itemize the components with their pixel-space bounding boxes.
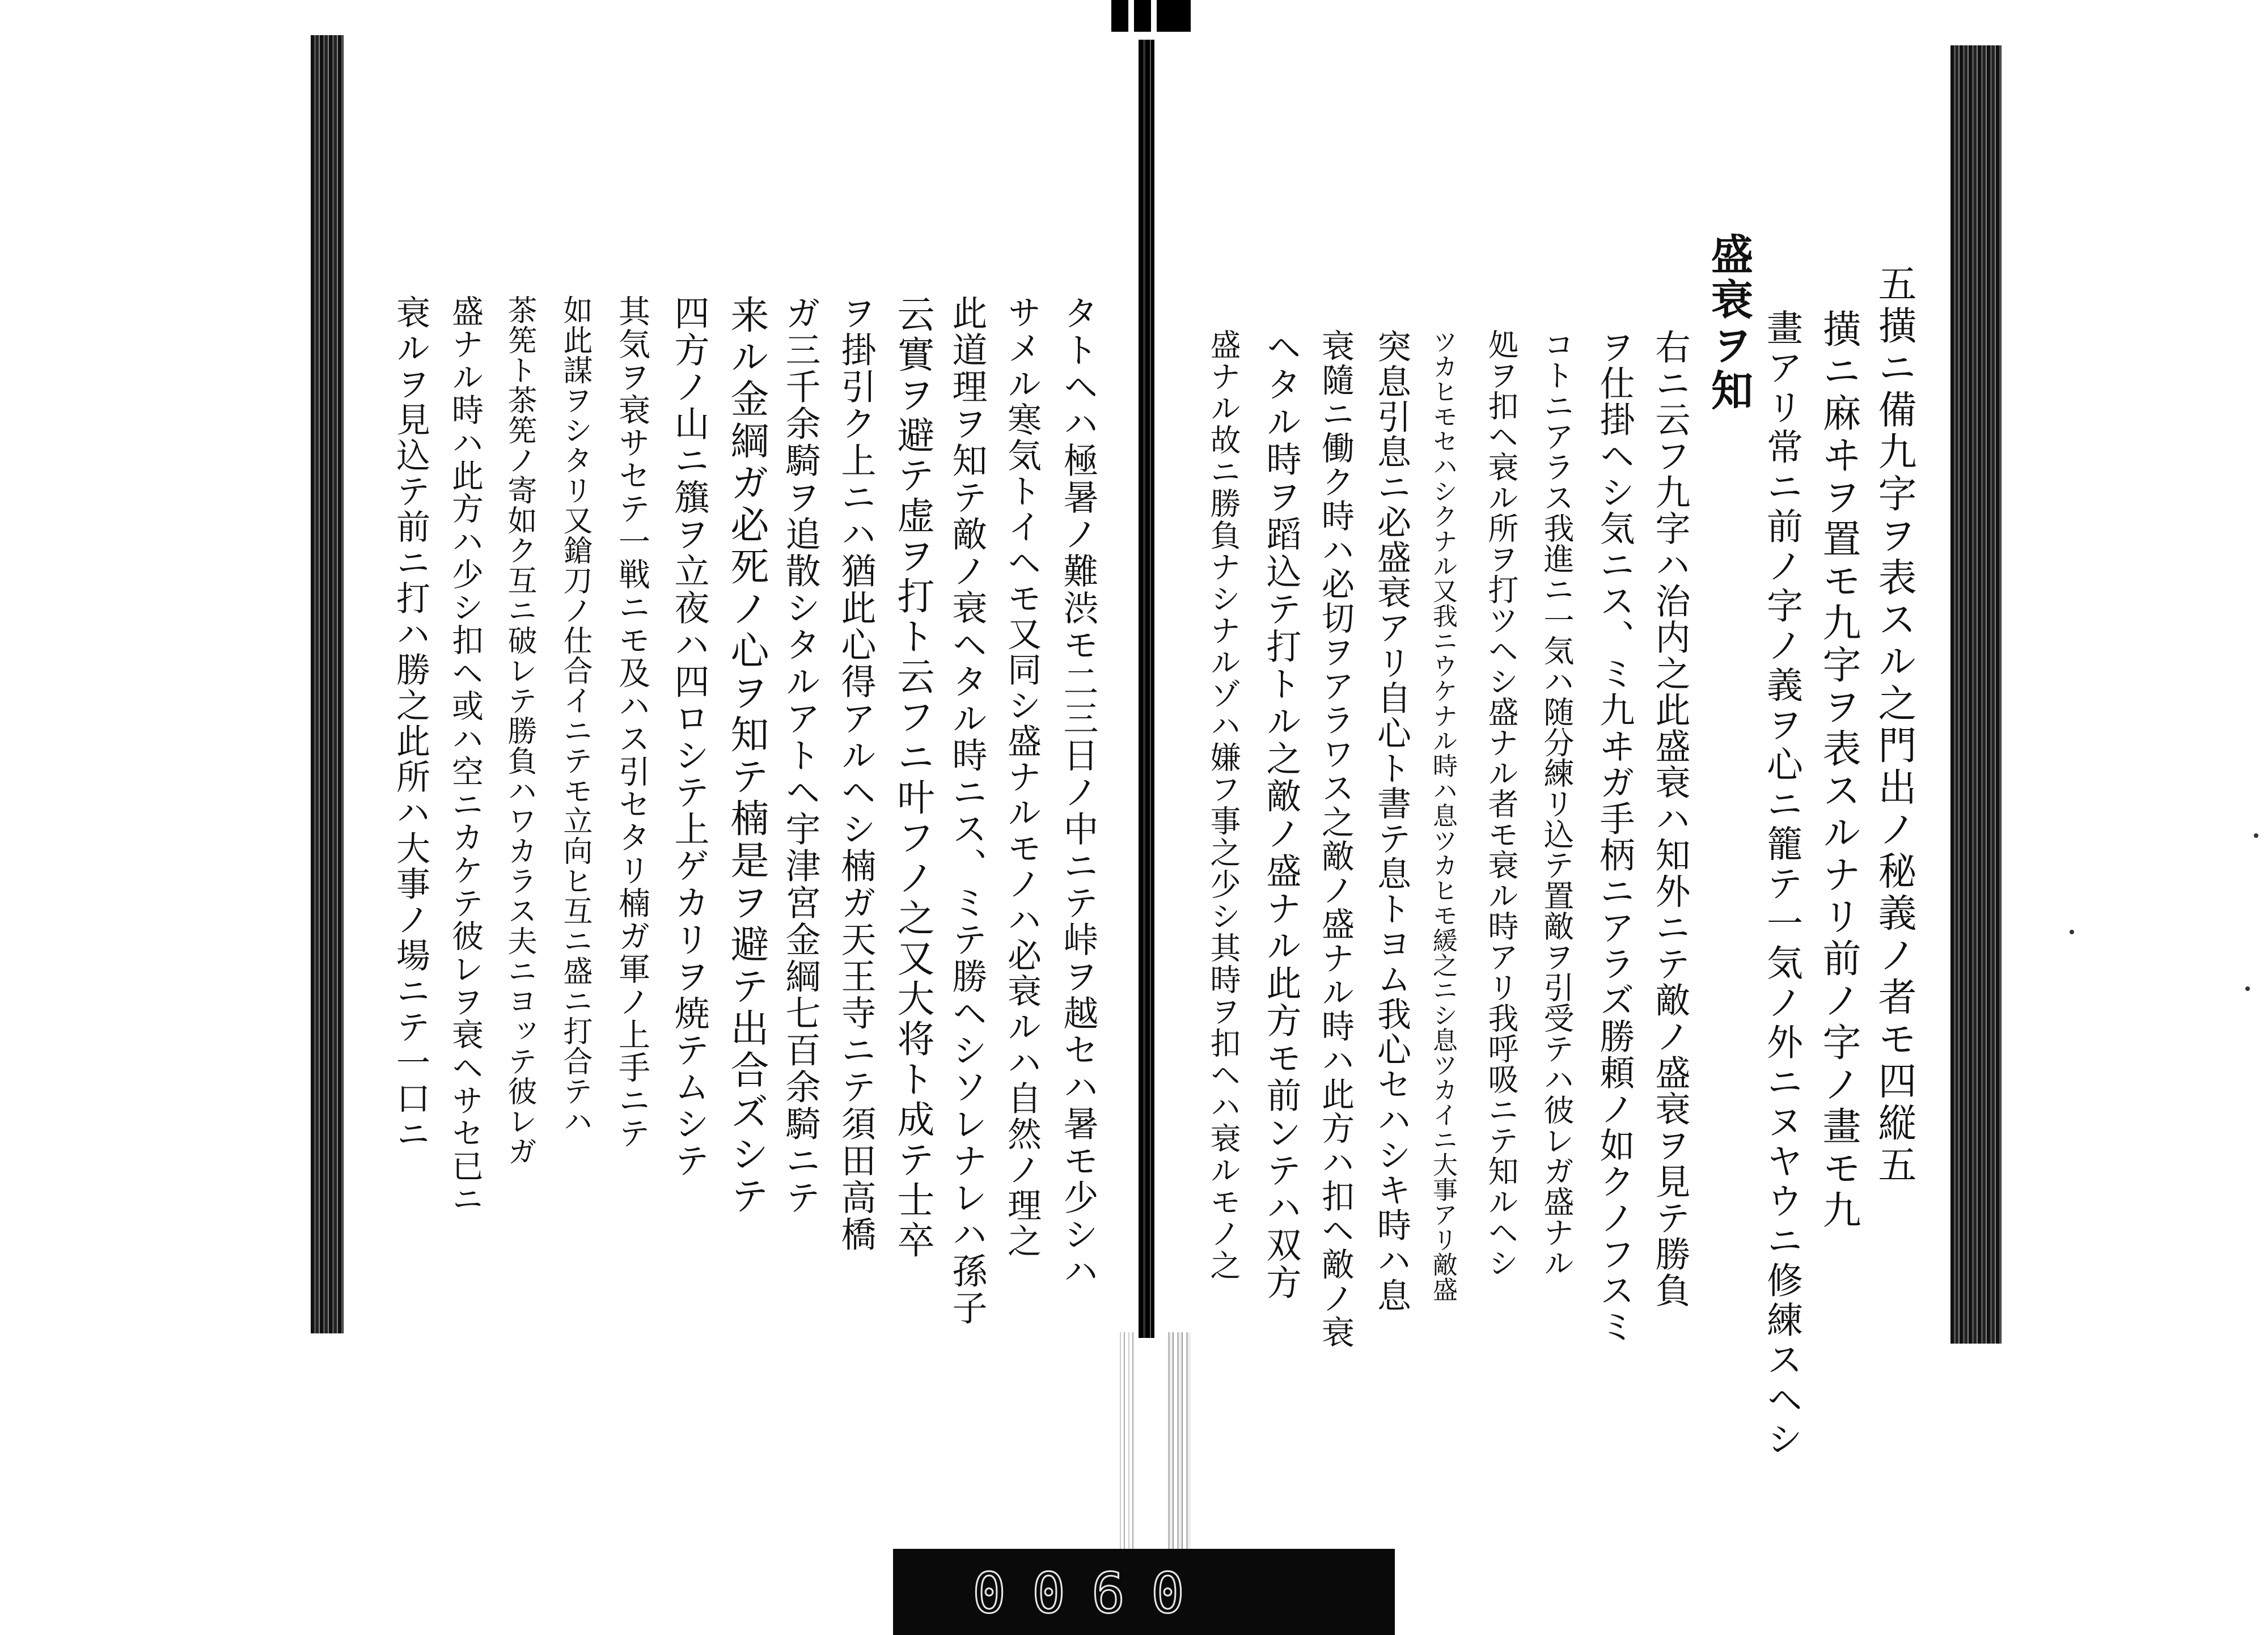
text-column: ヘタル時ヲ蹈込テ打トル之敵ノ盛ナル此方モ前ンテハ双方 bbox=[1260, 329, 1302, 1302]
text-column: ヲ仕掛ヘシ気ニス、ミ九ヰガ手柄ニアラズ勝頼ノ如クノフスミ bbox=[1594, 329, 1635, 1345]
scan-speck bbox=[2070, 930, 2074, 934]
text-column: 処ヲ扣ヘ衰ル所ヲ打ツヘシ盛ナル者モ衰ル時アリ我呼吸ニテ知ルヘシ bbox=[1483, 329, 1519, 1278]
frame-counter bbox=[876, 1549, 1412, 1635]
section-heading: 盛衰ヲ知 bbox=[1704, 232, 1753, 414]
text-column: 四方ノ山ニ籏ヲ立夜ハ四ロシテ上ゲカリヲ焼テムシテ bbox=[668, 295, 710, 1179]
counter-notch bbox=[1395, 1549, 1412, 1635]
counter-notch bbox=[876, 1549, 893, 1635]
text-column: ヲ掛引ク上ニハ猶此心得アルヘシ楠ガ天王寺ニテ須田高橋 bbox=[835, 295, 877, 1253]
text-column: 五撗ニ備九字ヲ表スル之門出ノ秘義ノ者モ四縦五 bbox=[1872, 264, 1916, 1187]
book-gutter bbox=[1139, 40, 1154, 1338]
text-column: 盛ナル時ハ此方ハ少シ扣ヘ或ハ空ニカケテ彼レヲ衰ヘサセ已ニ bbox=[447, 295, 484, 1215]
text-column: 畫アリ常ニ前ノ字ノ義ヲ心ニ籠テ一気ノ外ニヌヤウニ修練スヘシ bbox=[1761, 309, 1802, 1460]
text-column: 右ニ云フ九字ハ治内之此盛衰ハ知外ニテ敵ノ盛衰ヲ見テ勝負 bbox=[1649, 329, 1691, 1308]
left-page bbox=[346, 45, 1137, 1338]
text-column: 突息引息ニ必盛衰アリ自心ト書テ息トヨム我心セハシキ時ハ息 bbox=[1372, 329, 1411, 1313]
text-column: 盛ナル故ニ勝負ナシナルゾハ嫌フ事之少シ其時ヲ扣ヘハ衰ルモノ之 bbox=[1205, 329, 1241, 1281]
text-column: 云實ヲ避テ虚ヲ打ト云フニ叶フノ之又大将ト成テ士卒 bbox=[891, 295, 934, 1261]
text-column: サメル寒気トイヘモ又同シ盛ナルモノハ必衰ルハ自然ノ理之 bbox=[1002, 295, 1042, 1259]
text-column: 茶筅ト茶筅ノ寄如ク互ニ破レテ勝負ハワカラス夫ニヨッテ彼レガ bbox=[502, 295, 536, 1166]
scan-speck bbox=[2245, 986, 2250, 991]
text-column: 来ル金綱ガ必死ノ心ヲ知テ楠是ヲ避テ出合ズシテ bbox=[724, 295, 769, 1218]
spine-strip-left bbox=[1120, 1332, 1137, 1570]
spine-top bbox=[1111, 0, 1191, 32]
spine-strip bbox=[1168, 1332, 1191, 1570]
text-column: 此道理ヲ知テ敵ノ衰ヘタル時ニス、ミテ勝ヘシソレナレハ孫子 bbox=[946, 295, 988, 1327]
left-fore-edge bbox=[311, 35, 344, 1333]
text-column: 衰ルヲ見込テ前ニ打ハ勝之此所ハ大事ノ場ニテ一口ニ bbox=[391, 295, 430, 1152]
frame-number: 0060 bbox=[972, 1561, 1211, 1626]
text-column: 其気ヲ衰サセテ一戦ニモ及ハス引セタリ楠ガ軍ノ上手ニテ bbox=[613, 295, 650, 1150]
right-fore-edge bbox=[1950, 45, 2002, 1344]
right-page bbox=[1154, 45, 1950, 1460]
text-column: 撗ニ麻ヰヲ置モ九字ヲ表スルナリ前ノ字ノ畫モ九 bbox=[1816, 309, 1861, 1232]
text-column: コトニアラス我進ニ一気ハ随分練リ込テ置敵ヲ引受テハ彼レガ盛ナル bbox=[1539, 329, 1575, 1278]
scan-speck bbox=[2254, 833, 2258, 838]
text-column: ガ三千余騎ヲ追散シタルアトヘ宇津宮金綱七百余騎ニテ bbox=[780, 295, 821, 1216]
text-column: 如此謀ヲシタリ又鎗刀ノ仕合イニテモ立向ヒ互ニ盛ニ打合テハ bbox=[558, 295, 592, 1136]
text-column: タトヘハ極暑ノ難渋モ二三日ノ中ニテ峠ヲ越セハ暑モ少シハ bbox=[1057, 295, 1099, 1290]
text-column: ツカヒモセハシクナル又我ニウケナル時ハ息ツカヒモ緩之ニシ息ツカイニ大事アリ敵盛 bbox=[1428, 329, 1457, 1302]
text-column: 衰隨ニ働ク時ハ必切ヲアラワス之敵ノ盛ナル時ハ此方ハ扣ヘ敵ノ衰 bbox=[1316, 329, 1355, 1349]
